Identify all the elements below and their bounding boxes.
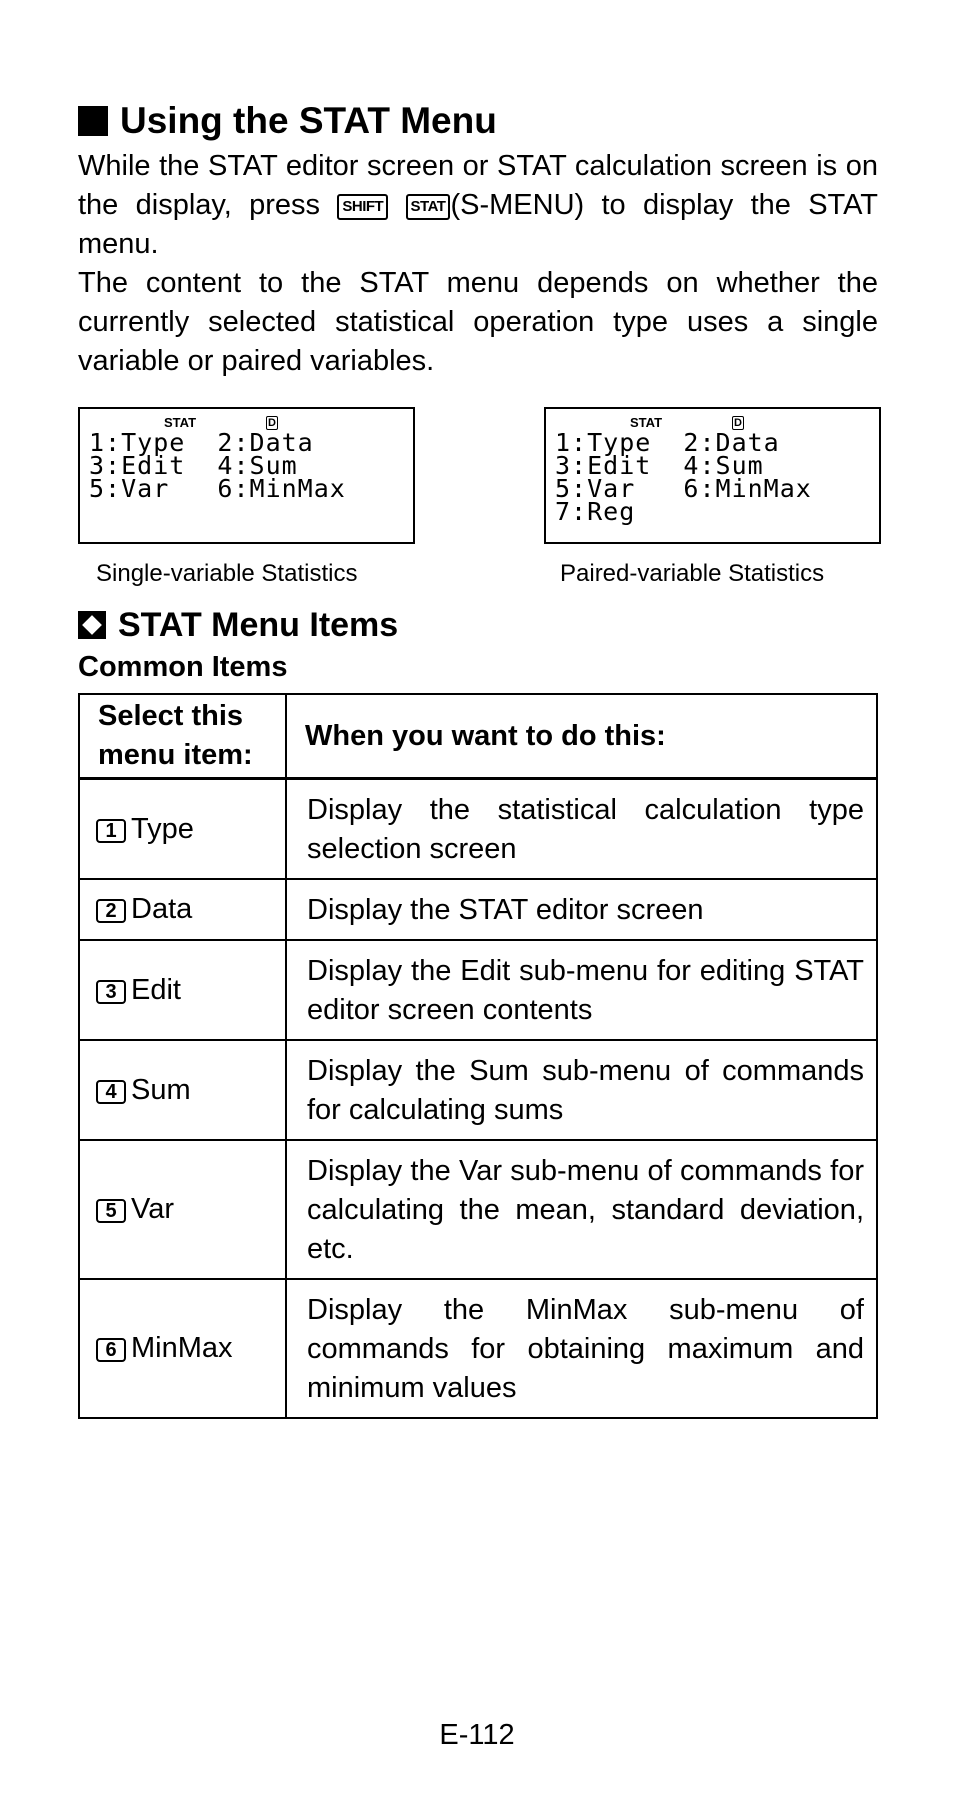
section-heading: [78, 95, 878, 147]
table-row: [79, 1279, 877, 1418]
description-cell: Display the Edit sub-menu for editing STAT editor screen contents: [286, 940, 877, 1040]
diamond-marker-icon: [78, 611, 106, 639]
menu-item-cell: [79, 940, 286, 1040]
key-4-icon: 4: [96, 1080, 126, 1104]
intro-paragraph-2: The content to the STAT menu depends on whether the currently selected statistical operation type uses a single variable or paired variables.: [78, 267, 878, 377]
table-row: [79, 1140, 877, 1279]
paired-variable-screen: [544, 407, 881, 544]
stat-indicator: STAT: [630, 415, 663, 430]
section-title: Using the STAT Menu: [120, 100, 497, 141]
key-3-icon: 3: [96, 980, 126, 1004]
table-row: [79, 1040, 877, 1140]
key-2-icon: 2: [96, 899, 126, 923]
paired-variable-caption: Paired-variable Statistics: [560, 560, 825, 587]
subsection-heading: [78, 603, 878, 647]
subsection-title: STAT Menu Items: [118, 606, 399, 644]
table-header-row: [79, 694, 877, 779]
menu-item-cell: [79, 1140, 286, 1279]
key-6-icon: 6: [96, 1338, 126, 1362]
degree-indicator: D: [734, 417, 742, 429]
description-cell: Display the Sum sub-menu of commands for calculating sums: [286, 1040, 877, 1140]
key-5-icon: 5: [96, 1199, 126, 1223]
black-square-icon: [78, 106, 108, 136]
menu-item-label: Type: [131, 812, 194, 845]
stat-key-icon: STAT: [406, 194, 451, 220]
page-number: E-112: [439, 1719, 515, 1751]
menu-item-cell: [79, 1279, 286, 1418]
menu-item-label: Sum: [131, 1073, 191, 1106]
screen-menu-text: 1:Type 2:Data 3:Edit 4:Sum 5:Var 6:MinMax: [89, 428, 346, 503]
table-row: [79, 940, 877, 1040]
menu-item-cell: [79, 1040, 286, 1140]
manual-page: [78, 95, 878, 1419]
stat-menu-items-table: [78, 693, 878, 1419]
menu-item-label: Data: [131, 893, 193, 925]
key-1-icon: 1: [96, 819, 126, 843]
intro-text-before-keys: While the STAT editor screen or STAT calculation screen is on the display, press: [78, 150, 878, 221]
description-cell: Display the MinMax sub-menu of commands for obtaining maximum and minimum values: [286, 1279, 877, 1418]
single-variable-screen: [78, 407, 415, 544]
common-items-heading: Common Items: [78, 651, 288, 683]
shift-key-icon: SHIFT: [337, 194, 388, 220]
stat-indicator: STAT: [164, 415, 197, 430]
header-purpose: When you want to do this:: [286, 694, 877, 779]
menu-item-cell: [79, 779, 286, 880]
degree-indicator: D: [268, 417, 276, 429]
menu-item-label: Var: [131, 1193, 174, 1225]
table-row: [79, 779, 877, 880]
description-cell: Display the Var sub-menu of commands for calculating the mean, standard deviation, etc.: [286, 1140, 877, 1279]
table-row: [79, 879, 877, 940]
screen-menu-text: 1:Type 2:Data 3:Edit 4:Sum 5:Var 6:MinMax 7:Reg: [555, 428, 812, 526]
stat-menu-screens: [78, 407, 878, 597]
menu-item-label: MinMax: [131, 1332, 233, 1364]
intro-paragraph-1: [78, 147, 878, 264]
description-cell: Display the statistical calculation type selection screen: [286, 779, 877, 880]
single-variable-caption: Single-variable Statistics: [96, 560, 358, 587]
description-cell: Display the STAT editor screen: [286, 879, 877, 940]
intro-text-after-keys: (S-MENU) to display the STAT menu.: [78, 189, 879, 260]
menu-item-label: Edit: [131, 973, 181, 1006]
header-menu-item: Select this menu item:: [79, 694, 286, 779]
menu-item-cell: [79, 879, 286, 940]
